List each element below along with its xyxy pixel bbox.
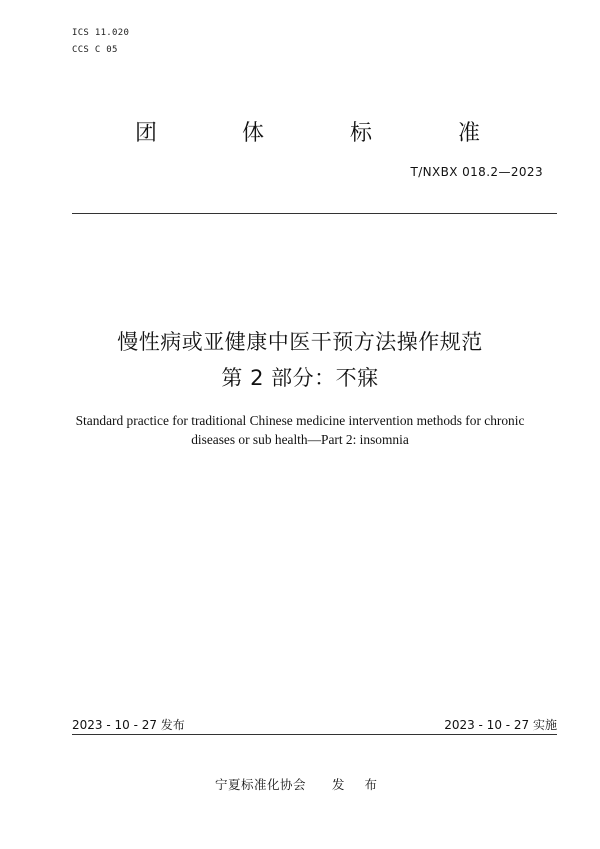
title-zh-line2: 第 2 部分：不寐 <box>221 366 379 390</box>
standard-type-char-4: 准 <box>458 121 481 146</box>
issuer-line <box>0 775 600 793</box>
publish-date: 2023 - 10 - 27 发布 <box>72 718 185 732</box>
title-zh-line1: 慢性病或亚健康中医干预方法操作规范 <box>117 330 483 354</box>
implement-date: 2023 - 10 - 27 实施 <box>444 718 557 732</box>
issuer-name: 宁夏标准化协会 <box>215 777 307 792</box>
header-rule <box>72 213 557 214</box>
standard-type-char-3: 标 <box>350 121 373 146</box>
standard-type-char-1: 团 <box>135 121 158 146</box>
ccs-code: CCS C 05 <box>72 45 118 55</box>
title-en-line1: Standard practice for traditional Chinese medicine intervention methods for chronic <box>75 413 525 428</box>
standard-code: T/NXBX 018.2—2023 <box>410 165 543 179</box>
footer-rule <box>72 734 557 735</box>
issuer-action: 发 布 <box>332 777 385 792</box>
standard-type-char-2: 体 <box>242 121 265 146</box>
ics-code: ICS 11.020 <box>72 28 130 38</box>
title-en-line2: diseases or sub health—Part 2: insomnia <box>191 432 409 447</box>
